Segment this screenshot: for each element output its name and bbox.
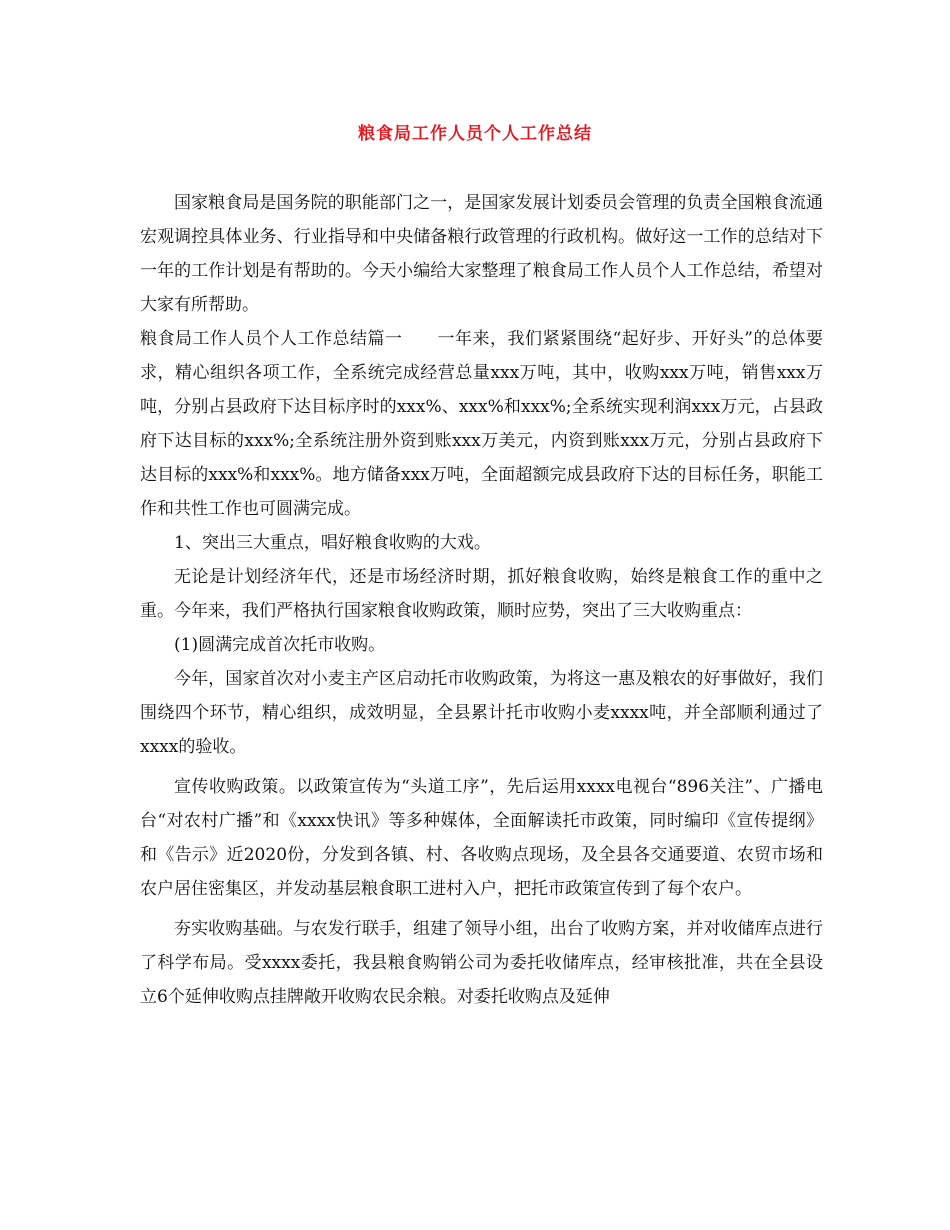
paragraph-subheading-1: (1)圆满完成首次托市收购。	[174, 635, 386, 655]
paragraph-section-one: 粮食局工作人员个人工作总结篇一 一年来，我们紧紧围绕“起好步、开好头”的总体要求，精心组织各项工作，全系统完成经营总量xxx万吨，其中，收购xxx万吨，销售xxx万吨，分别占县政府下达目标序时的xxx%、xxx%和xxx%;全系统实现利润xxx万元，占县政府下达目标的xxx%;全系统注册外资到账xxx万美元，内资到账xxx万元，分别占县政府下达目标的xxx%和xxx%。地方储备xxx万吨，全面超额完成县政府下达的目标任务，职能工作和共性工作也可圆满完成。	[140, 329, 823, 519]
paragraph-heading-1: 1、突出三大重点，唱好粮食收购的大戏。	[174, 533, 491, 553]
document-title: 粮食局工作人员个人工作总结	[358, 124, 592, 144]
paragraph-purchase-priority: 无论是计划经济年代，还是市场经济时期，抓好粮食收购，始终是粮食工作的重中之重。今年来，我们严格执行国家粮食收购政策，顺时应势，突出了三大收购重点：	[140, 567, 823, 621]
paragraph-foundation: 夯实收购基础。与农发行联手，组建了领导小组，出台了收购方案，并对收储库点进行了科学布局。受xxxx委托，我县粮食购销公司为委托收储库点，经审核批准，共在全县设立6个延伸收购点挂牌敞开收购农民余粮。对委托收购点及延伸	[140, 919, 823, 1007]
document-body	[140, 186, 823, 1014]
paragraph-support-purchase: 今年，国家首次对小麦主产区启动托市收购政策，为将这一惠及粮农的好事做好，我们围绕四个环节，精心组织，成效明显，全县累计托市收购小麦xxxx吨，并全部顺利通过了xxxx的验收。	[140, 669, 823, 757]
paragraph-publicity: 宣传收购政策。以政策宣传为“头道工序”，先后运用xxxx电视台“896关注”、广播电台“对农村广播”和《xxxx快讯》等多种媒体，全面解读托市政策，同时编印《宣传提纲》和《告示》近2020份，分发到各镇、村、各收购点现场，及全县各交通要道、农贸市场和农户居住密集区，并发动基层粮食职工进村入户，把托市政策宣传到了每个农户。	[140, 777, 823, 899]
paragraph-intro: 国家粮食局是国务院的职能部门之一，是国家发展计划委员会管理的负责全国粮食流通宏观调控具体业务、行业指导和中央储备粮行政管理的行政机构。做好这一工作的总结对下一年的工作计划是有帮助的。今天小编给大家整理了粮食局工作人员个人工作总结，希望对大家有所帮助。	[140, 193, 823, 315]
